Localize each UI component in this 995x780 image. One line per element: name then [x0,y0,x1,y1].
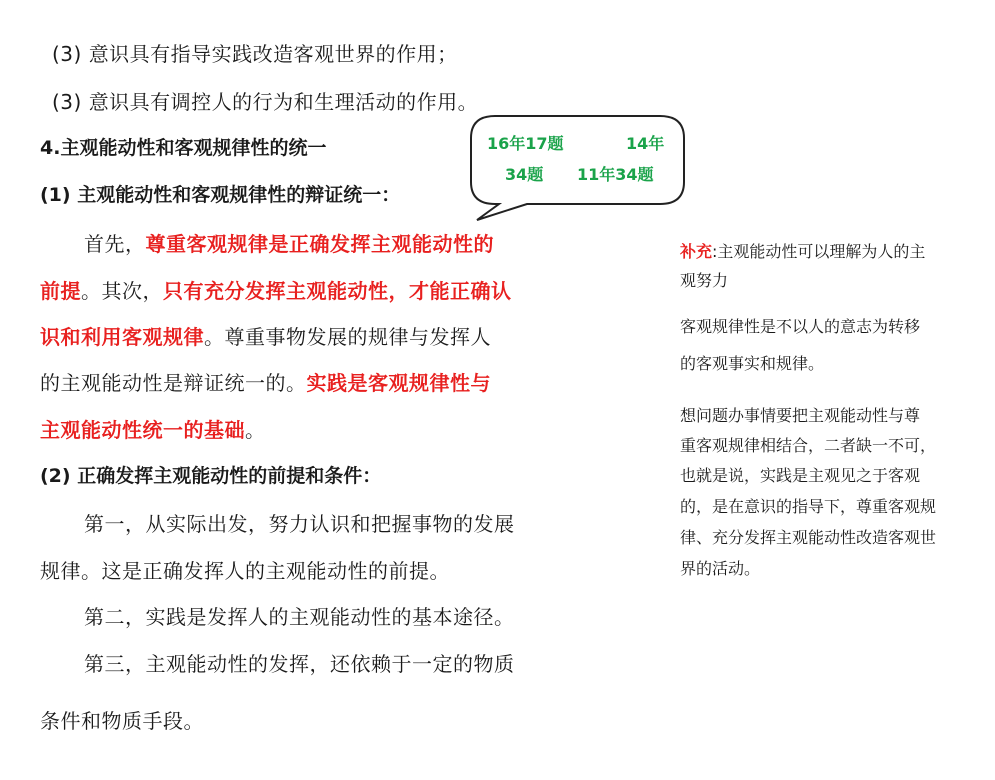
para1-highlight: 只有充分发挥主观能动性，才能正确认 [163,279,512,303]
sidebar-line3: 客观规律性是不以人的意志为转移 [680,317,921,336]
para2-line1: 第一，从实际出发，努力认识和把握事物的发展 [84,512,515,536]
sidebar-line6: 重客观规律相结合，二者缺一不可， [680,436,937,455]
para1-line3 [40,321,491,350]
sidebar-line9: 律、充分发挥主观能动性改造客观世 [680,528,937,547]
para1-highlight: 实践是客观规律性与 [306,371,491,395]
subsection-2-title: (2) 正确发挥主观能动性的前提和条件： [40,465,382,487]
sidebar-line5: 想问题办事情要把主观能动性与尊 [680,406,921,425]
para2-line5: 条件和物质手段。 [40,709,204,733]
point-3-regulate: (3) 意识具有调控人的行为和生理活动的作用。 [52,90,479,114]
subsection-1-title: (1) 主观能动性和客观规律性的辩证统一： [40,184,401,206]
bubble-year-1: 16年17题 [487,134,564,153]
sidebar-line10: 界的活动。 [680,559,761,578]
para1-highlight: 主观能动性统一的基础 [40,418,245,442]
sidebar-line1 [680,239,925,262]
sidebar-text: :主观能动性可以理解为人的主 [712,242,926,261]
para1-text: 。尊重事物发展的规律与发挥人 [204,325,491,349]
para1-highlight: 尊重客观规律是正确发挥主观能动性的 [145,232,494,256]
sidebar-line4: 的客观事实和规律。 [680,354,825,373]
para1-line2 [40,275,512,304]
para1-line4 [40,367,491,396]
supplement-label: 补充 [680,242,713,261]
sidebar-line8: 的，是在意识的指导下，尊重客观规 [680,497,937,516]
para2-line2: 规律。这是正确发挥人的主观能动性的前提。 [40,559,450,583]
para1-line1 [84,228,494,257]
section-4-title: 4.主观能动性和客观规律性的统一 [40,137,327,159]
sidebar-line7: 也就是说，实践是主观见之于客观 [680,466,921,485]
para2-line4: 第三，主观能动性的发挥，还依赖于一定的物质 [84,652,515,676]
para1-text: 。其次， [81,279,163,303]
bubble-year-2: 14年 [626,134,665,153]
point-3-guide: (3) 意识具有指导实践改造客观世界的作用； [52,42,458,66]
para1-text: 。 [245,418,266,442]
para1-highlight: 识和利用客观规律 [40,325,204,349]
para1-highlight: 前提 [40,279,81,303]
para2-line3: 第二，实践是发挥人的主观能动性的基本途径。 [84,605,515,629]
para1-text: 的主观能动性是辩证统一的。 [40,371,307,395]
para1-text: 首先， [84,232,146,256]
para1-line5 [40,414,266,443]
sidebar-line2: 观努力 [680,271,729,290]
bubble-year-3: 11年34题 [577,165,654,184]
bubble-question-1: 34题 [505,165,544,184]
